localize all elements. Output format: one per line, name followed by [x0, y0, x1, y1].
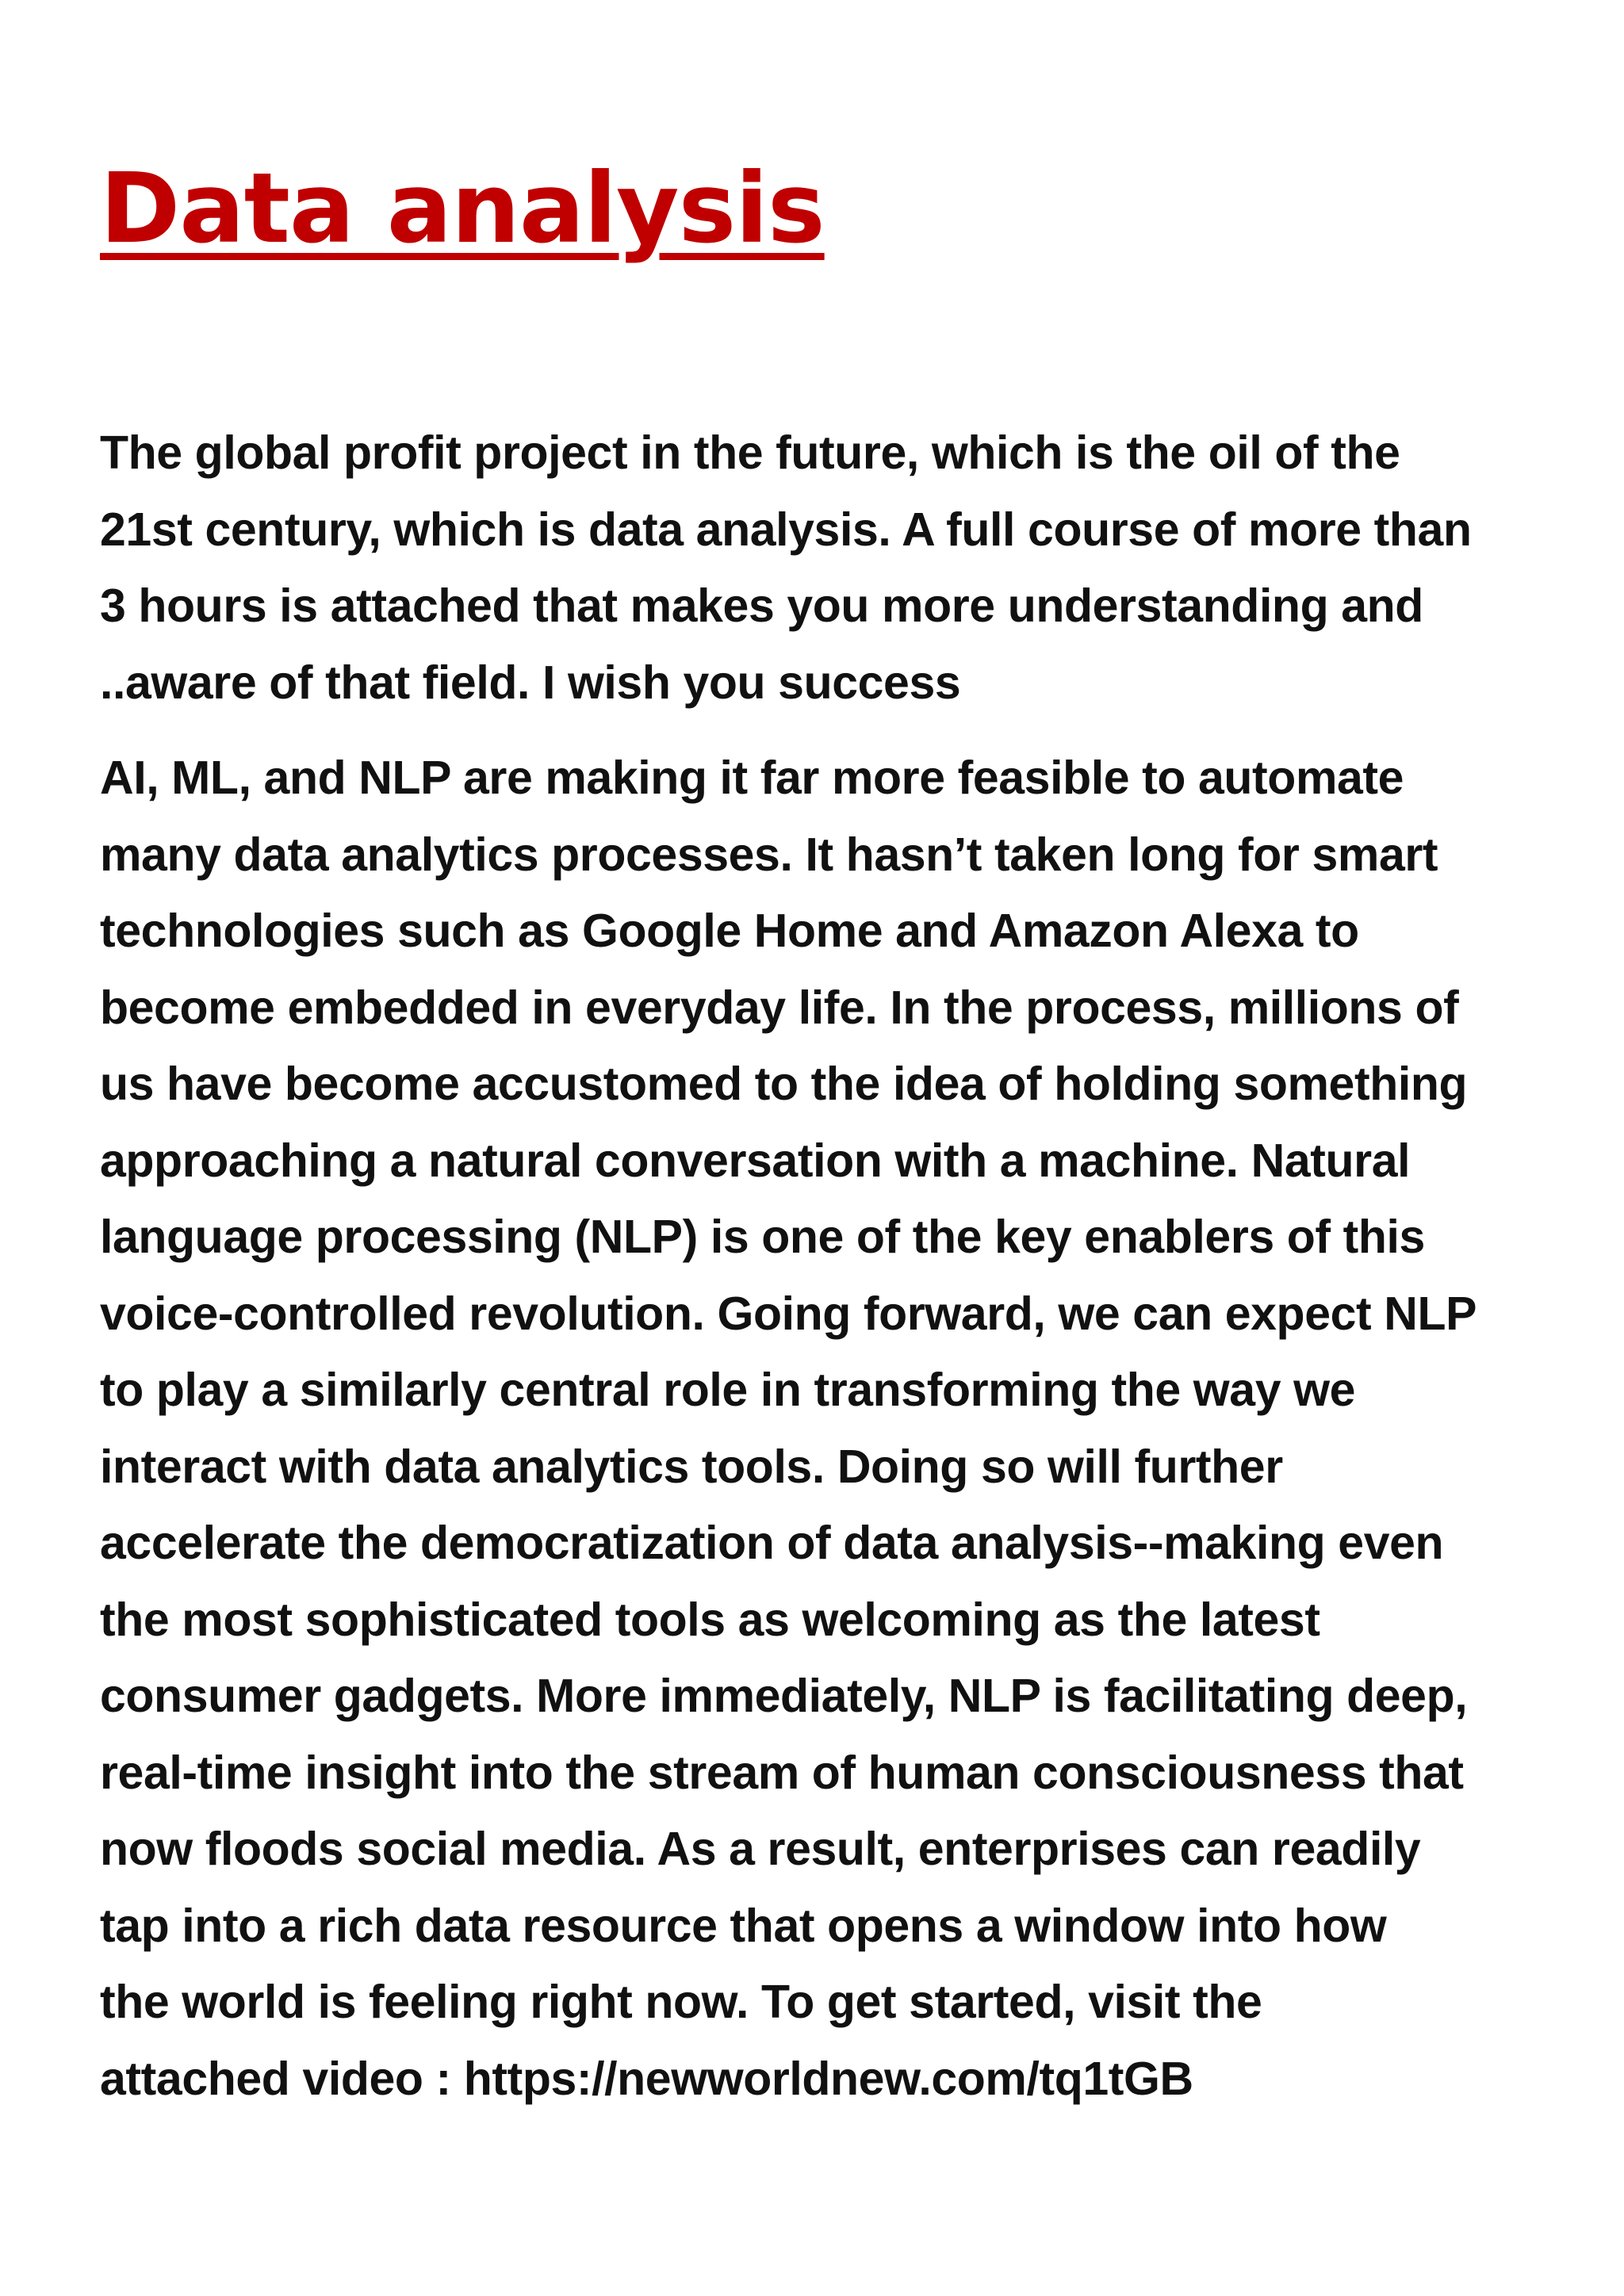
intro-paragraph: [100, 415, 1527, 721]
text-line: now floods social media. As a result, enterprises can readily: [100, 1823, 1421, 1875]
document-body: [100, 415, 1527, 2117]
text-line: the most sophisticated tools as welcoming as the latest: [100, 1593, 1320, 1646]
main-paragraph: [100, 740, 1527, 2117]
text-line: The global profit project in the future, which is the oil of the: [100, 427, 1400, 479]
page-title: Data analysis: [100, 152, 825, 265]
text-line: consumer gadgets. More immediately, NLP is facilitating deep,: [100, 1670, 1468, 1722]
text-line: many data analytics processes. It hasn’t taken long for smart: [100, 828, 1438, 881]
text-line: real-time insight into the stream of human consciousness that: [100, 1746, 1464, 1799]
text-line: technologies such as Google Home and Amazon Alexa to: [100, 905, 1359, 957]
text-line: language processing (NLP) is one of the key enablers of this: [100, 1211, 1425, 1263]
text-line: us have become accustomed to the idea of holding something: [100, 1058, 1468, 1110]
text-line: the world is feeling right now. To get started, visit the: [100, 1976, 1262, 2028]
text-line: 3 hours is attached that makes you more understanding and: [100, 580, 1423, 632]
text-line: voice-controlled revolution. Going forward, we can expect NLP: [100, 1287, 1477, 1340]
text-line: to play a similarly central role in transforming the way we: [100, 1364, 1355, 1416]
text-line: tap into a rich data resource that opens a window into how: [100, 1899, 1387, 1952]
text-line: ..aware of that field. I wish you success: [100, 656, 961, 709]
text-line: 21st century, which is data analysis. A full course of more than: [100, 503, 1472, 556]
text-line: AI, ML, and NLP are making it far more feasible to automate: [100, 752, 1404, 804]
text-line: become embedded in everyday life. In the process, millions of: [100, 981, 1459, 1034]
text-line-with-link: attached video : https://newworldnew.com/tq1tGB: [100, 2052, 1193, 2105]
text-line: approaching a natural conversation with a machine. Natural: [100, 1134, 1411, 1187]
text-line: interact with data analytics tools. Doing so will further: [100, 1440, 1283, 1493]
text-line: accelerate the democratization of data analysis--making even: [100, 1517, 1444, 1569]
